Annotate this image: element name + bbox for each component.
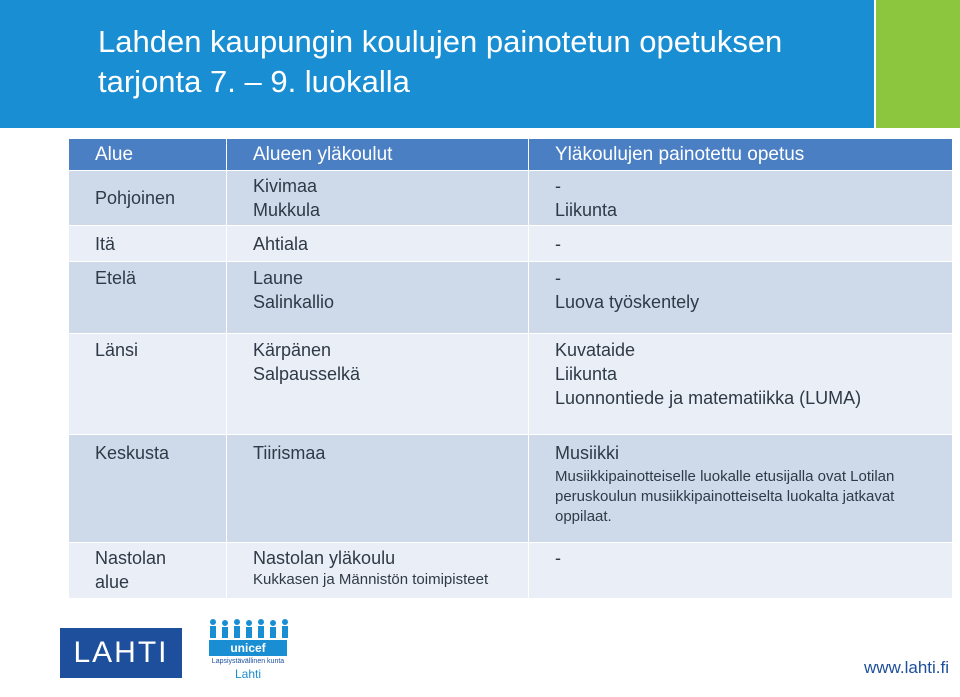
area-cell: Pohjoinen (69, 171, 227, 226)
header-schools: Alueen yläkoulut (227, 139, 529, 171)
school-locations: Kukkasen ja Männistön toimipisteet (253, 571, 489, 588)
table-row (69, 171, 953, 226)
area-cell: Itä (69, 226, 227, 262)
emphasis-cell (529, 435, 953, 543)
emphasis-cell (529, 543, 953, 599)
emphasis-item: Luova työskentely (555, 292, 700, 312)
schools-cell (227, 171, 529, 226)
schools-cell (227, 226, 529, 262)
emphasis-cell (529, 226, 953, 262)
emphasis-item: Musiikki (555, 443, 620, 463)
area-name-line: alue (95, 572, 130, 592)
emphasis-item: Liikunta (555, 200, 618, 220)
title-line-2: tarjonta 7. – 9. luokalla (98, 64, 410, 99)
area-cell: Länsi (69, 334, 227, 435)
unicef-city: Lahti (234, 667, 262, 681)
table-row (69, 334, 953, 435)
emphasis-item: Liikunta (555, 364, 618, 384)
schools-table (68, 138, 953, 599)
school-name: Salinkallio (253, 292, 335, 312)
emphasis-cell (529, 334, 953, 435)
children-figures-icon (205, 618, 291, 640)
lahti-logo: LAHTI (60, 628, 182, 678)
title-line-1: Lahden kaupungin koulujen painotetun opetuksen (98, 24, 783, 59)
header-emphasis: Yläkoulujen painotettu opetus (529, 139, 953, 171)
schools-cell (227, 543, 529, 599)
school-name: Tiirismaa (253, 443, 326, 463)
emphasis-cell (529, 262, 953, 334)
emphasis-item: - (555, 176, 561, 196)
table-row (69, 543, 953, 599)
area-name-line: Nastolan (95, 548, 167, 568)
table-header-row (69, 139, 953, 171)
schools-cell (227, 262, 529, 334)
table-row (69, 226, 953, 262)
area-cell: Etelä (69, 262, 227, 334)
area-cell (69, 543, 227, 599)
school-name: Kärpänen (253, 340, 332, 360)
school-name: Ahtiala (253, 233, 309, 254)
page-title (98, 22, 898, 102)
emphasis-item: - (555, 233, 561, 254)
schools-cell (227, 334, 529, 435)
emphasis-item: Luonnontiede ja matematiikka (LUMA) (555, 388, 862, 408)
emphasis-item: - (555, 268, 561, 288)
table-row (69, 262, 953, 334)
emphasis-item: - (555, 548, 561, 568)
school-name: Laune (253, 268, 304, 288)
emphasis-item: Kuvataide (555, 340, 636, 360)
area-cell: Keskusta (69, 435, 227, 543)
table-row (69, 435, 953, 543)
website-link[interactable]: www.lahti.fi (864, 658, 950, 677)
unicef-logo (205, 618, 291, 694)
school-name: Nastolan yläkoulu (253, 548, 396, 568)
emphasis-cell (529, 171, 953, 226)
unicef-name: unicef (209, 640, 287, 656)
school-name: Mukkula (253, 200, 321, 220)
school-name: Salpausselkä (253, 364, 361, 384)
schools-cell (227, 435, 529, 543)
header-area: Alue (69, 139, 227, 171)
emphasis-note: Musiikkipainotteiselle luokalle etusijalla ovat Lotilan peruskoulun musiikkipainotteiselta luokalta jatkavat oppilaat. (555, 468, 895, 525)
school-name: Kivimaa (253, 176, 318, 196)
unicef-subtitle: Lapsiystävällinen kunta (211, 658, 285, 665)
